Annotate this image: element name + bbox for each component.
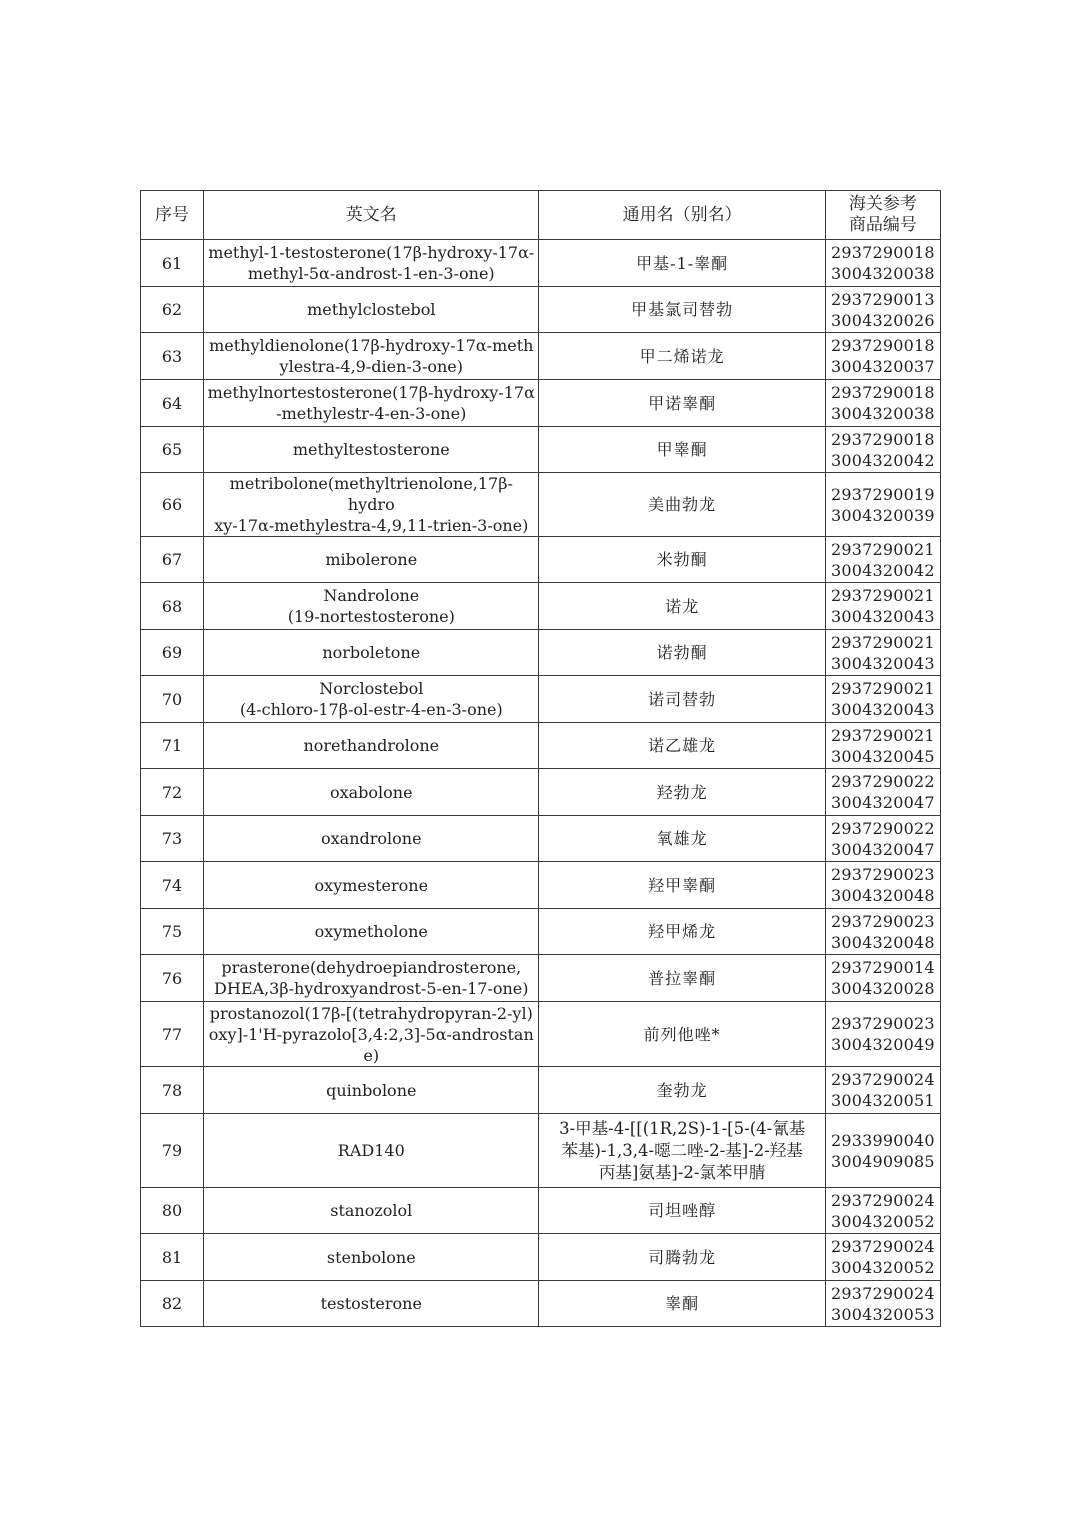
customs-code: 2937290021	[831, 586, 935, 605]
row-number: 73	[141, 816, 204, 862]
table-row	[141, 287, 941, 333]
common-name-line: 甲二烯诺龙	[639, 346, 725, 366]
common-name-line: 甲基-1-睾酮	[636, 253, 729, 273]
row-number: 72	[141, 769, 204, 816]
row-number: 75	[141, 909, 204, 955]
common-name-cell	[539, 240, 825, 287]
common-name-line: 羟甲睾酮	[648, 875, 717, 895]
common-name-line: 诺司替勃	[648, 689, 717, 709]
row-number: 80	[141, 1188, 204, 1234]
english-name-cell	[204, 380, 539, 427]
table-row	[141, 1234, 941, 1281]
customs-code: 3004320048	[831, 932, 935, 952]
english-name-cell	[204, 287, 539, 333]
header-common-name: 通用名（别名）	[539, 191, 825, 240]
english-name-cell	[204, 473, 539, 537]
customs-code: 2937290024	[831, 1070, 935, 1089]
english-name-line: oxy]-1'H-pyrazolo[3,4:2,3]-5α-androstan	[208, 1024, 534, 1044]
row-number: 62	[141, 287, 204, 333]
english-name-line: xy-17α-methylestra-4,9,11-trien-3-one)	[214, 516, 529, 535]
common-name-cell	[539, 537, 825, 583]
common-name-cell	[539, 909, 825, 955]
english-name-cell	[204, 1114, 539, 1188]
table-row	[141, 862, 941, 909]
table-row	[141, 909, 941, 955]
common-name-line: 诺勃酮	[656, 643, 708, 662]
table-row	[141, 723, 941, 769]
english-name-cell	[204, 676, 539, 723]
table-row	[141, 380, 941, 427]
customs-code: 2937290022	[831, 818, 935, 838]
row-number: 81	[141, 1234, 204, 1281]
english-name-line: stenbolone	[326, 1247, 416, 1267]
customs-code-cell	[825, 1114, 940, 1188]
common-name-line: 前列他唑*	[643, 1024, 721, 1044]
customs-code: 2937290023	[831, 911, 935, 931]
common-name-line: 司腾勃龙	[648, 1247, 717, 1267]
common-name-line: 甲基氯司替勃	[631, 300, 734, 319]
row-number: 76	[141, 955, 204, 1002]
header-code-line: 海关参考	[848, 194, 917, 214]
row-number: 63	[141, 333, 204, 380]
customs-code: 3004320026	[831, 310, 935, 330]
common-name-line: 甲睾酮	[656, 440, 708, 459]
customs-code: 2937290023	[831, 1014, 935, 1033]
customs-code-cell	[825, 955, 940, 1002]
customs-code-cell	[825, 816, 940, 862]
customs-code-cell	[825, 427, 940, 473]
customs-code-cell	[825, 473, 940, 537]
customs-code: 2937290018	[831, 383, 935, 402]
english-name-line: (19-nortestosterone)	[287, 607, 455, 626]
customs-code-cell	[825, 287, 940, 333]
common-name-line: 羟勃龙	[656, 782, 708, 802]
common-name-cell	[539, 473, 825, 537]
common-name-line: 美曲勃龙	[648, 495, 717, 514]
english-name-cell	[204, 333, 539, 380]
customs-code-cell	[825, 333, 940, 380]
common-name-line: 甲诺睾酮	[648, 393, 717, 413]
customs-code: 2937290013	[831, 289, 935, 309]
customs-code-cell	[825, 676, 940, 723]
customs-code-cell	[825, 1188, 940, 1234]
english-name-line: oxandrolone	[321, 829, 422, 848]
common-name-cell	[539, 1114, 825, 1188]
customs-code: 2937290018	[831, 336, 935, 355]
english-name-cell	[204, 816, 539, 862]
common-name-cell	[539, 333, 825, 380]
common-name-line: 诺龙	[665, 596, 700, 616]
substance-table	[140, 190, 941, 1327]
table-row	[141, 583, 941, 630]
customs-code-cell	[825, 583, 940, 630]
english-name-cell	[204, 909, 539, 955]
customs-code-cell	[825, 723, 940, 769]
english-name-cell	[204, 955, 539, 1002]
row-number: 67	[141, 537, 204, 583]
english-name-line: Nandrolone	[323, 586, 420, 605]
common-name-line: 奎勃龙	[656, 1080, 708, 1100]
row-number: 69	[141, 630, 204, 676]
english-name-line: oxymetholone	[314, 922, 428, 941]
common-name-line: 米勃酮	[656, 550, 708, 569]
english-name-line: oxymesterone	[314, 875, 429, 895]
english-name-cell	[204, 723, 539, 769]
customs-code: 2937290021	[831, 632, 935, 652]
customs-code: 3004320048	[831, 886, 935, 905]
customs-code-cell	[825, 537, 940, 583]
english-name-cell	[204, 1281, 539, 1327]
table-body	[141, 240, 941, 1327]
common-name-line: 普拉睾酮	[648, 968, 717, 988]
customs-code: 3004320028	[831, 979, 935, 998]
customs-code: 2937290021	[831, 539, 935, 559]
common-name-cell	[539, 676, 825, 723]
common-name-cell	[539, 1234, 825, 1281]
common-name-cell	[539, 1188, 825, 1234]
english-name-cell	[204, 1002, 539, 1067]
english-name-line: methyl-1-testosterone(17β-hydroxy-17α-	[208, 243, 535, 262]
customs-code: 3004320042	[831, 560, 935, 580]
table-row	[141, 240, 941, 287]
row-number: 64	[141, 380, 204, 427]
english-name-line: norethandrolone	[303, 736, 440, 755]
english-name-line: Norclostebol	[319, 679, 424, 698]
customs-code: 2937290024	[831, 1190, 935, 1210]
customs-code: 3004320043	[831, 700, 935, 719]
table-row	[141, 630, 941, 676]
customs-code-cell	[825, 1281, 940, 1327]
customs-code: 2937290019	[831, 484, 935, 504]
english-name-line: -methylestr-4-en-3-one)	[276, 404, 467, 423]
table-row	[141, 769, 941, 816]
english-name-line: methylnortestosterone(17β-hydroxy-17α	[207, 383, 535, 402]
table-row	[141, 333, 941, 380]
common-name-line: 诺乙雄龙	[648, 736, 717, 755]
row-number: 65	[141, 427, 204, 473]
common-name-line: 丙基]氨基]-2-氯苯甲腈	[598, 1162, 766, 1182]
english-name-cell	[204, 537, 539, 583]
english-name-cell	[204, 1188, 539, 1234]
customs-code: 2937290021	[831, 725, 935, 745]
customs-code: 3004320038	[831, 404, 935, 423]
customs-code-cell	[825, 240, 940, 287]
common-name-cell	[539, 769, 825, 816]
customs-code-cell	[825, 1234, 940, 1281]
header-row	[141, 191, 941, 240]
common-name-cell	[539, 955, 825, 1002]
table-row	[141, 1281, 941, 1327]
table-row	[141, 676, 941, 723]
customs-code: 3004320047	[831, 839, 935, 859]
common-name-cell	[539, 1067, 825, 1114]
customs-code: 2937290024	[831, 1283, 935, 1303]
table-row	[141, 816, 941, 862]
customs-code-cell	[825, 630, 940, 676]
common-name-cell	[539, 583, 825, 630]
english-name-cell	[204, 862, 539, 909]
common-name-cell	[539, 723, 825, 769]
customs-code: 3004320045	[831, 746, 935, 766]
customs-code: 3004320049	[831, 1035, 935, 1054]
table-header	[141, 191, 941, 240]
customs-code-cell	[825, 909, 940, 955]
common-name-cell	[539, 427, 825, 473]
customs-code: 3004320039	[831, 505, 935, 525]
english-name-line: quinbolone	[326, 1080, 417, 1100]
english-name-cell	[204, 769, 539, 816]
table-row	[141, 1067, 941, 1114]
customs-code-cell	[825, 1002, 940, 1067]
english-name-line: DHEA,3β-hydroxyandrost-5-en-17-one)	[214, 979, 529, 998]
english-name-line: methyltestosterone	[292, 440, 450, 459]
header-customs-code	[825, 191, 940, 240]
english-name-line: methyldienolone(17β-hydroxy-17α-meth	[209, 336, 534, 355]
customs-code: 2937290024	[831, 1237, 935, 1256]
customs-code-cell	[825, 380, 940, 427]
english-name-cell	[204, 1234, 539, 1281]
english-name-line: prasterone(dehydroepiandrosterone,	[221, 958, 522, 977]
row-number: 66	[141, 473, 204, 537]
customs-code: 3004320051	[831, 1091, 935, 1110]
english-name-line: oxabolone	[329, 782, 413, 802]
customs-code: 3004320042	[831, 450, 935, 470]
customs-code: 2937290018	[831, 243, 935, 262]
english-name-line: norboletone	[322, 643, 421, 662]
customs-code: 3004909085	[831, 1151, 935, 1171]
english-name-cell	[204, 630, 539, 676]
row-number: 77	[141, 1002, 204, 1067]
english-name-line: metribolone(methyltrienolone,17β-hydro	[229, 474, 513, 514]
table-row	[141, 537, 941, 583]
common-name-cell	[539, 1281, 825, 1327]
row-number: 74	[141, 862, 204, 909]
customs-code: 3004320038	[831, 264, 935, 283]
english-name-cell	[204, 1067, 539, 1114]
english-name-line: RAD140	[337, 1141, 405, 1160]
header-no: 序号	[141, 191, 204, 240]
customs-code: 2937290018	[831, 429, 935, 449]
common-name-cell	[539, 862, 825, 909]
row-number: 82	[141, 1281, 204, 1327]
common-name-line: 羟甲烯龙	[648, 922, 717, 941]
common-name-line: 3-甲基-4-[[(1R,2S)-1-[5-(4-氰基	[559, 1118, 806, 1138]
table-row	[141, 1114, 941, 1188]
english-name-cell	[204, 427, 539, 473]
customs-code: 3004320053	[831, 1304, 935, 1324]
table-row	[141, 1188, 941, 1234]
header-english-name: 英文名	[204, 191, 539, 240]
customs-code: 3004320047	[831, 793, 935, 812]
customs-code: 2937290023	[831, 865, 935, 884]
english-name-line: testosterone	[320, 1294, 422, 1313]
english-name-cell	[204, 240, 539, 287]
customs-code: 3004320043	[831, 653, 935, 673]
english-name-line: ylestra-4,9-dien-3-one)	[279, 357, 464, 376]
english-name-line: methyl-5α-androst-1-en-3-one)	[247, 264, 495, 283]
customs-code-cell	[825, 862, 940, 909]
english-name-line: mibolerone	[325, 550, 418, 569]
common-name-line: 苯基)-1,3,4-噁二唑-2-基]-2-羟基	[561, 1140, 803, 1160]
customs-code: 2937290022	[831, 772, 935, 791]
table-row	[141, 427, 941, 473]
english-name-line: (4-chloro-17β-ol-estr-4-en-3-one)	[239, 700, 503, 719]
customs-code: 2937290021	[831, 679, 935, 698]
customs-code-cell	[825, 769, 940, 816]
english-name-line: prostanozol(17β-[(tetrahydropyran-2-yl)	[209, 1003, 533, 1023]
common-name-cell	[539, 816, 825, 862]
english-name-line: stanozolol	[330, 1201, 413, 1220]
english-name-cell	[204, 583, 539, 630]
english-name-line: methylclostebol	[307, 300, 436, 319]
row-number: 61	[141, 240, 204, 287]
table-row	[141, 1002, 941, 1067]
common-name-cell	[539, 1002, 825, 1067]
row-number: 68	[141, 583, 204, 630]
header-code-line: 商品编号	[848, 215, 917, 235]
row-number: 71	[141, 723, 204, 769]
customs-code: 3004320043	[831, 607, 935, 626]
customs-code: 3004320052	[831, 1211, 935, 1231]
common-name-line: 睾酮	[665, 1294, 700, 1313]
row-number: 70	[141, 676, 204, 723]
common-name-line: 氧雄龙	[656, 829, 708, 848]
customs-code: 3004320037	[831, 357, 935, 376]
common-name-cell	[539, 380, 825, 427]
common-name-cell	[539, 287, 825, 333]
customs-code: 2937290014	[831, 958, 935, 977]
row-number: 79	[141, 1114, 204, 1188]
table-row	[141, 473, 941, 537]
customs-code-cell	[825, 1067, 940, 1114]
english-name-line: e)	[363, 1045, 380, 1065]
common-name-cell	[539, 630, 825, 676]
customs-code: 2933990040	[831, 1130, 935, 1150]
table-row	[141, 955, 941, 1002]
row-number: 78	[141, 1067, 204, 1114]
common-name-line: 司坦唑醇	[648, 1201, 717, 1220]
customs-code: 3004320052	[831, 1258, 935, 1277]
